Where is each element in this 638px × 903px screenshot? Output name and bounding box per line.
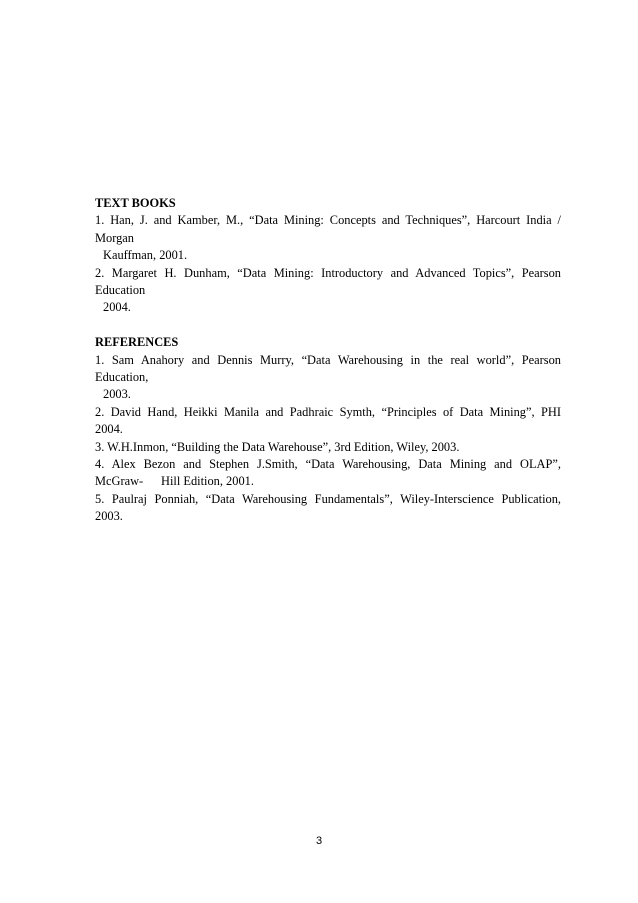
textbook-2-line-3: 2004. <box>103 300 131 315</box>
reference-4-publisher-rest: Hill Edition, 2001. <box>161 474 254 489</box>
reference-4-line-2 <box>95 473 561 490</box>
textbook-1-line-1: 1. Han, J. and Kamber, M., “Data Mining: Concepts and Techniques”, Harcourt India / <box>95 213 561 228</box>
reference-1-line-1: 1. Sam Anahory and Dennis Murry, “Data Warehousing in the real world”, Pearson <box>95 352 561 367</box>
section-spacer <box>95 317 561 334</box>
document-body <box>95 195 561 526</box>
textbook-1-line-2: Morgan <box>95 230 135 245</box>
textbook-1-line-3: Kauffman, 2001. <box>103 248 188 263</box>
reference-5-line-2: 2003. <box>95 509 123 524</box>
reference-5-line-1: 5. Paulraj Ponniah, “Data Warehousing Fundamentals”, Wiley-Interscience Publication, <box>95 491 561 506</box>
textbook-2-line-2: Education <box>95 283 146 298</box>
page-number: 3 <box>315 835 323 847</box>
reference-2-line-2: 2004. <box>95 422 123 437</box>
textbooks-heading: TEXT BOOKS <box>95 196 176 210</box>
reference-2-line-1: 2. David Hand, Heikki Manila and Padhraic Symth, “Principles of Data Mining”, PHI <box>95 404 561 419</box>
reference-3-line-1: 3. W.H.Inmon, “Building the Data Warehouse”, 3rd Edition, Wiley, 2003. <box>95 439 460 454</box>
reference-1-line-3: 2003. <box>103 387 131 402</box>
reference-4-publisher-prefix: McGraw- <box>95 474 144 489</box>
reference-1-line-2: Education, <box>95 370 149 385</box>
references-heading: REFERENCES <box>95 335 179 350</box>
reference-4-line-1: 4. Alex Bezon and Stephen J.Smith, “Data Warehousing, Data Mining and OLAP”, <box>95 457 561 472</box>
textbook-2-line-1: 2. Margaret H. Dunham, “Data Mining: Introductory and Advanced Topics”, Pearson <box>95 265 561 280</box>
